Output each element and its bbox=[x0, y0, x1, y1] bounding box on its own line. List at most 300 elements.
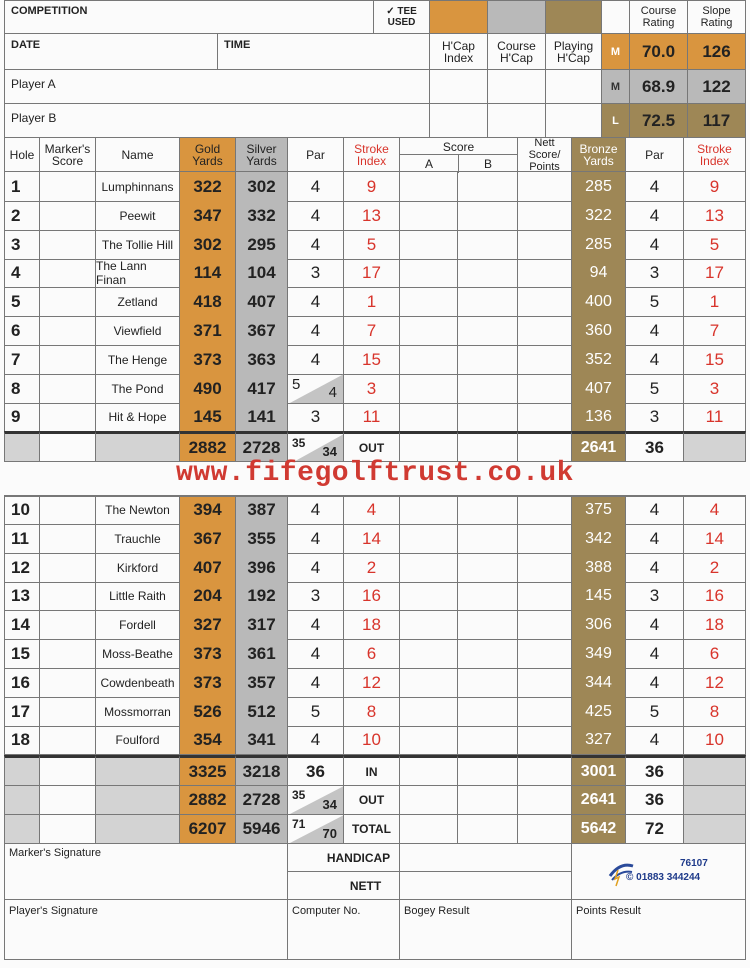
front-row-7-score-a[interactable] bbox=[400, 345, 458, 375]
competition-field[interactable] bbox=[4, 0, 374, 34]
front-row-2-score-a[interactable] bbox=[400, 201, 458, 231]
front-row-4-par bbox=[288, 258, 344, 288]
back-row-13-gold bbox=[180, 581, 236, 611]
stroke-index: 12 bbox=[362, 672, 381, 692]
marker-signature-label: Marker's Signature bbox=[9, 847, 101, 859]
back-row-12-hole bbox=[4, 553, 40, 583]
back-row-11-name bbox=[96, 524, 180, 554]
back-row-18-bpar bbox=[626, 725, 684, 755]
front-row-4-bpar bbox=[626, 258, 684, 288]
back-row-14-silver bbox=[236, 610, 288, 640]
back-row-17-score-b[interactable] bbox=[458, 697, 518, 727]
gold-yards: 373 bbox=[193, 349, 222, 369]
front-row-2-nett[interactable] bbox=[518, 201, 572, 231]
front-row-5-silver bbox=[236, 287, 288, 317]
back-row-17-score-a[interactable] bbox=[400, 697, 458, 727]
back-row-15-par bbox=[288, 639, 344, 669]
back-row-11-bpar bbox=[626, 524, 684, 554]
stroke-index: 6 bbox=[366, 643, 377, 663]
out2-row-marker[interactable] bbox=[40, 786, 96, 815]
bronze-par-total: 36 bbox=[645, 790, 664, 809]
tee-used-label bbox=[374, 0, 430, 34]
gold-yards: 347 bbox=[193, 205, 222, 225]
total-row-score-a[interactable] bbox=[400, 815, 458, 844]
total-row-par bbox=[288, 815, 344, 844]
front-row-6-si bbox=[344, 316, 400, 346]
col-bsi-label: Stroke Index bbox=[697, 141, 732, 168]
gold-yards: 354 bbox=[193, 729, 222, 749]
par-value: 5 bbox=[310, 701, 321, 721]
front-row-5-bronze bbox=[572, 287, 626, 317]
gold-yards: 302 bbox=[193, 234, 222, 254]
bronze-yards: 145 bbox=[585, 586, 612, 604]
col-bronze-label: Bronze Yards bbox=[579, 141, 618, 168]
back-row-18-marker-score[interactable] bbox=[40, 725, 96, 755]
player-b-field[interactable] bbox=[4, 104, 430, 138]
front-row-7-marker-score[interactable] bbox=[40, 345, 96, 375]
back-row-10-bsi bbox=[684, 495, 746, 525]
front-row-5-score-b[interactable] bbox=[458, 287, 518, 317]
back-row-18-score-a[interactable] bbox=[400, 725, 458, 755]
front-row-6-bsi bbox=[684, 316, 746, 346]
front-row-4-nett[interactable] bbox=[518, 258, 572, 288]
back-row-14-marker-score[interactable] bbox=[40, 610, 96, 640]
back-row-14-bsi bbox=[684, 610, 746, 640]
back-row-10-gold bbox=[180, 495, 236, 525]
total-label: TOTAL bbox=[352, 822, 391, 836]
playing-hcap-label: Playing H'Cap bbox=[553, 38, 594, 65]
out2-row-bpar bbox=[626, 786, 684, 815]
front-row-6-score-a[interactable] bbox=[400, 316, 458, 346]
hole-name: Moss-Beathe bbox=[102, 646, 173, 661]
bronze-stroke-index: 10 bbox=[705, 729, 724, 749]
in-row-shade-3 bbox=[684, 755, 746, 786]
hole-name: Kirkford bbox=[116, 560, 159, 575]
hole-number: 8 bbox=[11, 378, 21, 398]
course-rating-header bbox=[630, 0, 688, 34]
back-row-18-nett[interactable] bbox=[518, 725, 572, 755]
back-row-10-marker-score[interactable] bbox=[40, 495, 96, 525]
front-row-5-nett[interactable] bbox=[518, 287, 572, 317]
in-row-bronze bbox=[572, 755, 626, 786]
hole-name: The Tollie Hill bbox=[101, 237, 174, 252]
gold-yards: 367 bbox=[193, 528, 222, 548]
player-signature-field[interactable] bbox=[4, 900, 288, 960]
hole-name: Trauchle bbox=[114, 531, 161, 546]
par-value: 4 bbox=[310, 234, 321, 254]
back-row-17-nett[interactable] bbox=[518, 697, 572, 727]
front-row-5-marker-score[interactable] bbox=[40, 287, 96, 317]
front-row-4-score-b[interactable] bbox=[458, 258, 518, 288]
back-row-14-bpar bbox=[626, 610, 684, 640]
back-row-13-score-b[interactable] bbox=[458, 581, 518, 611]
back-row-16-nett[interactable] bbox=[518, 668, 572, 698]
printer-phone: © 01883 344244 bbox=[626, 872, 701, 883]
website-url: www.fifegolftrust.co.uk bbox=[176, 458, 574, 489]
par-value: 4 bbox=[310, 729, 321, 749]
back-row-18-bronze bbox=[572, 725, 626, 755]
handicap-field[interactable] bbox=[400, 844, 572, 872]
front-row-5-par bbox=[288, 287, 344, 317]
back-row-10-score-b[interactable] bbox=[458, 495, 518, 525]
back-row-12-score-b[interactable] bbox=[458, 553, 518, 583]
gold-yards: 490 bbox=[193, 378, 222, 398]
total-row-silver bbox=[236, 815, 288, 844]
col-bpar-label: Par bbox=[645, 147, 664, 162]
front-row-8-par bbox=[288, 374, 344, 404]
back-row-12-name bbox=[96, 553, 180, 583]
bronze-yards: 425 bbox=[585, 702, 612, 720]
back-row-13-name bbox=[96, 581, 180, 611]
front-row-8-marker-score[interactable] bbox=[40, 374, 96, 404]
front-row-6-marker-score[interactable] bbox=[40, 316, 96, 346]
back-row-11-silver bbox=[236, 524, 288, 554]
back-row-12-marker-score[interactable] bbox=[40, 553, 96, 583]
back-row-11-score-b[interactable] bbox=[458, 524, 518, 554]
front-row-2-marker-score[interactable] bbox=[40, 201, 96, 231]
front-row-3-hole bbox=[4, 230, 40, 260]
stroke-index: 17 bbox=[362, 262, 381, 282]
front-row-1-name bbox=[96, 172, 180, 202]
player-a-course-hcap[interactable] bbox=[488, 70, 546, 104]
front-row-6-par bbox=[288, 316, 344, 346]
bronze-stroke-index: 7 bbox=[709, 320, 720, 340]
back-row-10-nett[interactable] bbox=[518, 495, 572, 525]
slope-rating-label: Slope Rating bbox=[700, 5, 733, 29]
back-row-18-score-b[interactable] bbox=[458, 725, 518, 755]
in-row-score-b[interactable] bbox=[458, 755, 518, 786]
back-row-16-marker-score[interactable] bbox=[40, 668, 96, 698]
bronze-stroke-index: 3 bbox=[709, 378, 720, 398]
player-b-hcap-index[interactable] bbox=[430, 104, 488, 138]
back-row-15-hole bbox=[4, 639, 40, 669]
in-row-shade-2 bbox=[96, 755, 180, 786]
front-row-9-hole bbox=[4, 402, 40, 432]
front-row-4-bsi bbox=[684, 258, 746, 288]
bronze-stroke-index: 13 bbox=[705, 205, 724, 225]
date-field[interactable] bbox=[4, 34, 218, 70]
front-row-5-hole bbox=[4, 287, 40, 317]
rating-spacer bbox=[602, 0, 630, 34]
slope-rating-value: 122 bbox=[702, 76, 731, 96]
nett-field[interactable] bbox=[400, 872, 572, 900]
back-row-15-score-b[interactable] bbox=[458, 639, 518, 669]
front-row-6-bronze bbox=[572, 316, 626, 346]
front-row-3-score-a[interactable] bbox=[400, 230, 458, 260]
total-label: OUT bbox=[358, 440, 385, 455]
back-row-12-score-a[interactable] bbox=[400, 553, 458, 583]
back-row-14-score-b[interactable] bbox=[458, 610, 518, 640]
hole-name: The Pond bbox=[111, 381, 164, 396]
silver-yards: 295 bbox=[247, 234, 276, 254]
front-row-3-bpar bbox=[626, 230, 684, 260]
front-row-1-marker-score[interactable] bbox=[40, 172, 96, 202]
par-value: 4 bbox=[310, 320, 321, 340]
back-row-14-score-a[interactable] bbox=[400, 610, 458, 640]
front-row-1-si bbox=[344, 172, 400, 202]
col-par bbox=[288, 138, 344, 172]
bronze-stroke-index: 17 bbox=[705, 262, 724, 282]
col-score bbox=[400, 138, 518, 172]
front-row-2-par bbox=[288, 201, 344, 231]
out2-row-score-b[interactable] bbox=[458, 786, 518, 815]
back-row-11-marker-score[interactable] bbox=[40, 524, 96, 554]
par-value: 3 bbox=[310, 262, 321, 282]
back-row-16-score-a[interactable] bbox=[400, 668, 458, 698]
back-row-14-hole bbox=[4, 610, 40, 640]
course-rating-gold bbox=[630, 34, 688, 70]
back-row-14-si bbox=[344, 610, 400, 640]
player-b-playing-hcap[interactable] bbox=[546, 104, 602, 138]
hole-number: 17 bbox=[11, 701, 30, 721]
gold-total: 6207 bbox=[188, 819, 227, 838]
front-row-1-score-a[interactable] bbox=[400, 172, 458, 202]
front-row-4-name bbox=[96, 258, 180, 288]
back-row-15-nett[interactable] bbox=[518, 639, 572, 669]
bronze-par: 4 bbox=[649, 528, 660, 548]
front-row-9-name bbox=[96, 402, 180, 432]
bogey-result-field[interactable] bbox=[400, 900, 572, 960]
player-a-playing-hcap[interactable] bbox=[546, 70, 602, 104]
time-field[interactable] bbox=[218, 34, 430, 70]
player-signature-label: Player's Signature bbox=[9, 905, 98, 917]
total-row-nett[interactable] bbox=[518, 815, 572, 844]
front-row-4-score-a[interactable] bbox=[400, 258, 458, 288]
total-row-shade-1 bbox=[4, 815, 40, 844]
in-row-nett[interactable] bbox=[518, 755, 572, 786]
back-row-12-si bbox=[344, 553, 400, 583]
bronze-yards: 322 bbox=[585, 206, 612, 224]
total-label: IN bbox=[365, 764, 378, 779]
par-split-a: 5 bbox=[292, 376, 301, 393]
bronze-yards: 285 bbox=[585, 235, 612, 253]
col-nett bbox=[518, 138, 572, 172]
silver-yards: 363 bbox=[247, 349, 276, 369]
back-row-11-nett[interactable] bbox=[518, 524, 572, 554]
back-row-13-hole bbox=[4, 581, 40, 611]
front-row-3-nett[interactable] bbox=[518, 230, 572, 260]
total-row-shade-3 bbox=[684, 815, 746, 844]
course-rating-value: 70.0 bbox=[641, 41, 676, 61]
hole-number: 6 bbox=[11, 320, 21, 340]
front-row-1-gold bbox=[180, 172, 236, 202]
front-row-7-nett[interactable] bbox=[518, 345, 572, 375]
par-value: 3 bbox=[310, 585, 321, 605]
back-row-13-marker-score[interactable] bbox=[40, 581, 96, 611]
tee-box-bronze[interactable] bbox=[546, 0, 602, 34]
front-row-8-score-b[interactable] bbox=[458, 374, 518, 404]
front-row-6-silver bbox=[236, 316, 288, 346]
back-row-11-gold bbox=[180, 524, 236, 554]
front-row-8-score-a[interactable] bbox=[400, 374, 458, 404]
course-hcap-label: Course H'Cap bbox=[497, 38, 536, 65]
front-row-8-name bbox=[96, 374, 180, 404]
back-row-18-silver bbox=[236, 725, 288, 755]
bronze-yards: 400 bbox=[585, 292, 612, 310]
stroke-index: 13 bbox=[362, 205, 381, 225]
front-row-8-bpar bbox=[626, 374, 684, 404]
front-row-6-gold bbox=[180, 316, 236, 346]
bronze-par-total: 36 bbox=[645, 761, 664, 781]
back-row-17-name bbox=[96, 697, 180, 727]
front-row-1-nett[interactable] bbox=[518, 172, 572, 202]
front-row-8-si bbox=[344, 374, 400, 404]
front-row-3-par bbox=[288, 230, 344, 260]
front-row-7-gold bbox=[180, 345, 236, 375]
out2-row-score-a[interactable] bbox=[400, 786, 458, 815]
stroke-index: 1 bbox=[366, 291, 377, 311]
hole-name: The Henge bbox=[107, 352, 168, 367]
tee-box-silver[interactable] bbox=[488, 0, 546, 34]
front-row-7-score-b[interactable] bbox=[458, 345, 518, 375]
playing-hcap-header bbox=[546, 34, 602, 70]
slope-rating-gold bbox=[688, 34, 746, 70]
par-split-b: 34 bbox=[322, 797, 337, 812]
bronze-stroke-index: 16 bbox=[705, 585, 724, 605]
in-row-score-a[interactable] bbox=[400, 755, 458, 786]
front-row-8-silver bbox=[236, 374, 288, 404]
front-row-8-bsi bbox=[684, 374, 746, 404]
front-row-8-gold bbox=[180, 374, 236, 404]
front-row-9-silver bbox=[236, 402, 288, 432]
back-row-15-bronze bbox=[572, 639, 626, 669]
marker-signature-field[interactable] bbox=[4, 844, 288, 900]
front-row-3-marker-score[interactable] bbox=[40, 230, 96, 260]
par-value: 4 bbox=[310, 176, 321, 196]
bronze-stroke-index: 4 bbox=[709, 499, 720, 519]
back-row-15-gold bbox=[180, 639, 236, 669]
front-row-2-gold bbox=[180, 201, 236, 231]
back-table-top-border bbox=[4, 495, 746, 497]
gold-yards: 371 bbox=[193, 320, 222, 340]
front-row-9-nett[interactable] bbox=[518, 402, 572, 432]
col-silver bbox=[236, 138, 288, 172]
total-row-marker[interactable] bbox=[40, 815, 96, 844]
total-row-score-b[interactable] bbox=[458, 815, 518, 844]
stroke-index: 16 bbox=[362, 585, 381, 605]
back-row-14-nett[interactable] bbox=[518, 610, 572, 640]
hole-name: Lumphinnans bbox=[101, 179, 174, 194]
slope-rating-value: 117 bbox=[702, 110, 731, 130]
back-row-12-nett[interactable] bbox=[518, 553, 572, 583]
bronze-stroke-index: 14 bbox=[705, 528, 724, 548]
par-split-a: 35 bbox=[292, 436, 306, 450]
in-row-marker[interactable] bbox=[40, 755, 96, 786]
player-b-course-hcap[interactable] bbox=[488, 104, 546, 138]
player-a-hcap-index[interactable] bbox=[430, 70, 488, 104]
back-row-11-bsi bbox=[684, 524, 746, 554]
hole-name: Foulford bbox=[115, 732, 160, 747]
front-row-5-score-a[interactable] bbox=[400, 287, 458, 317]
hole-number: 10 bbox=[11, 499, 30, 519]
back-row-15-marker-score[interactable] bbox=[40, 639, 96, 669]
out2-row-shade-1 bbox=[4, 786, 40, 815]
front-row-6-bpar bbox=[626, 316, 684, 346]
back-row-17-marker-score[interactable] bbox=[40, 697, 96, 727]
silver-yards: 355 bbox=[247, 528, 276, 548]
back-row-10-score-a[interactable] bbox=[400, 495, 458, 525]
gold-yards: 145 bbox=[193, 406, 222, 426]
gold-yards: 322 bbox=[193, 176, 222, 196]
gold-yards: 526 bbox=[193, 701, 222, 721]
back-row-13-bronze bbox=[572, 581, 626, 611]
gold-yards: 418 bbox=[193, 291, 222, 311]
back-row-18-name bbox=[96, 725, 180, 755]
back-row-12-bronze bbox=[572, 553, 626, 583]
player-a-field[interactable] bbox=[4, 70, 430, 104]
back-row-10-si bbox=[344, 495, 400, 525]
col-marker-label: Marker's Score bbox=[44, 141, 91, 168]
front-row-9-bronze bbox=[572, 402, 626, 432]
rating-tee-letter: M bbox=[610, 80, 621, 93]
back-row-15-score-a[interactable] bbox=[400, 639, 458, 669]
printer-info bbox=[572, 844, 746, 900]
back-row-16-par bbox=[288, 668, 344, 698]
back-row-17-silver bbox=[236, 697, 288, 727]
front-row-7-bronze bbox=[572, 345, 626, 375]
rating-tee-bronze bbox=[602, 104, 630, 138]
col-bpar bbox=[626, 138, 684, 172]
tee-box-gold[interactable] bbox=[430, 0, 488, 34]
stroke-index: 14 bbox=[362, 528, 381, 548]
par-value: 4 bbox=[310, 499, 321, 519]
front-row-6-score-b[interactable] bbox=[458, 316, 518, 346]
player-b-label: Player B bbox=[11, 111, 57, 125]
gold-total: 2882 bbox=[188, 437, 227, 457]
front-row-3-score-b[interactable] bbox=[458, 230, 518, 260]
back-row-11-score-a[interactable] bbox=[400, 524, 458, 554]
silver-total: 3218 bbox=[242, 761, 281, 781]
front-row-6-nett[interactable] bbox=[518, 316, 572, 346]
computer-no-field[interactable] bbox=[288, 900, 400, 960]
points-result-field[interactable] bbox=[572, 900, 746, 960]
stroke-index: 18 bbox=[362, 614, 381, 634]
par-value: 3 bbox=[310, 406, 321, 426]
front-row-8-nett[interactable] bbox=[518, 374, 572, 404]
points-result-label: Points Result bbox=[576, 905, 641, 917]
front-row-2-score-b[interactable] bbox=[458, 201, 518, 231]
out2-row-label bbox=[344, 786, 400, 815]
back-row-13-score-a[interactable] bbox=[400, 581, 458, 611]
front-row-3-gold bbox=[180, 230, 236, 260]
front-row-1-bronze bbox=[572, 172, 626, 202]
back-row-16-bsi bbox=[684, 668, 746, 698]
front-row-9-score-a[interactable] bbox=[400, 402, 458, 432]
front-row-1-bsi bbox=[684, 172, 746, 202]
front-row-9-score-b[interactable] bbox=[458, 402, 518, 432]
col-par-label: Par bbox=[306, 147, 325, 162]
bronze-par: 4 bbox=[649, 176, 660, 196]
back-row-17-bronze bbox=[572, 697, 626, 727]
out2-row-nett[interactable] bbox=[518, 786, 572, 815]
front-row-7-par bbox=[288, 345, 344, 375]
front-row-7-bsi bbox=[684, 345, 746, 375]
front-row-9-marker-score[interactable] bbox=[40, 402, 96, 432]
slope-rating-value: 126 bbox=[702, 41, 731, 61]
back-row-16-bpar bbox=[626, 668, 684, 698]
back-row-16-score-b[interactable] bbox=[458, 668, 518, 698]
front-row-5-bsi bbox=[684, 287, 746, 317]
player-a-label: Player A bbox=[11, 77, 56, 91]
front-row-2-silver bbox=[236, 201, 288, 231]
silver-yards: 387 bbox=[247, 499, 276, 519]
back-row-13-nett[interactable] bbox=[518, 581, 572, 611]
front-row-1-score-b[interactable] bbox=[458, 172, 518, 202]
total-row-label bbox=[344, 815, 400, 844]
front-row-4-marker-score[interactable] bbox=[40, 258, 96, 288]
stroke-index: 10 bbox=[362, 729, 381, 749]
bronze-par: 5 bbox=[649, 291, 660, 311]
